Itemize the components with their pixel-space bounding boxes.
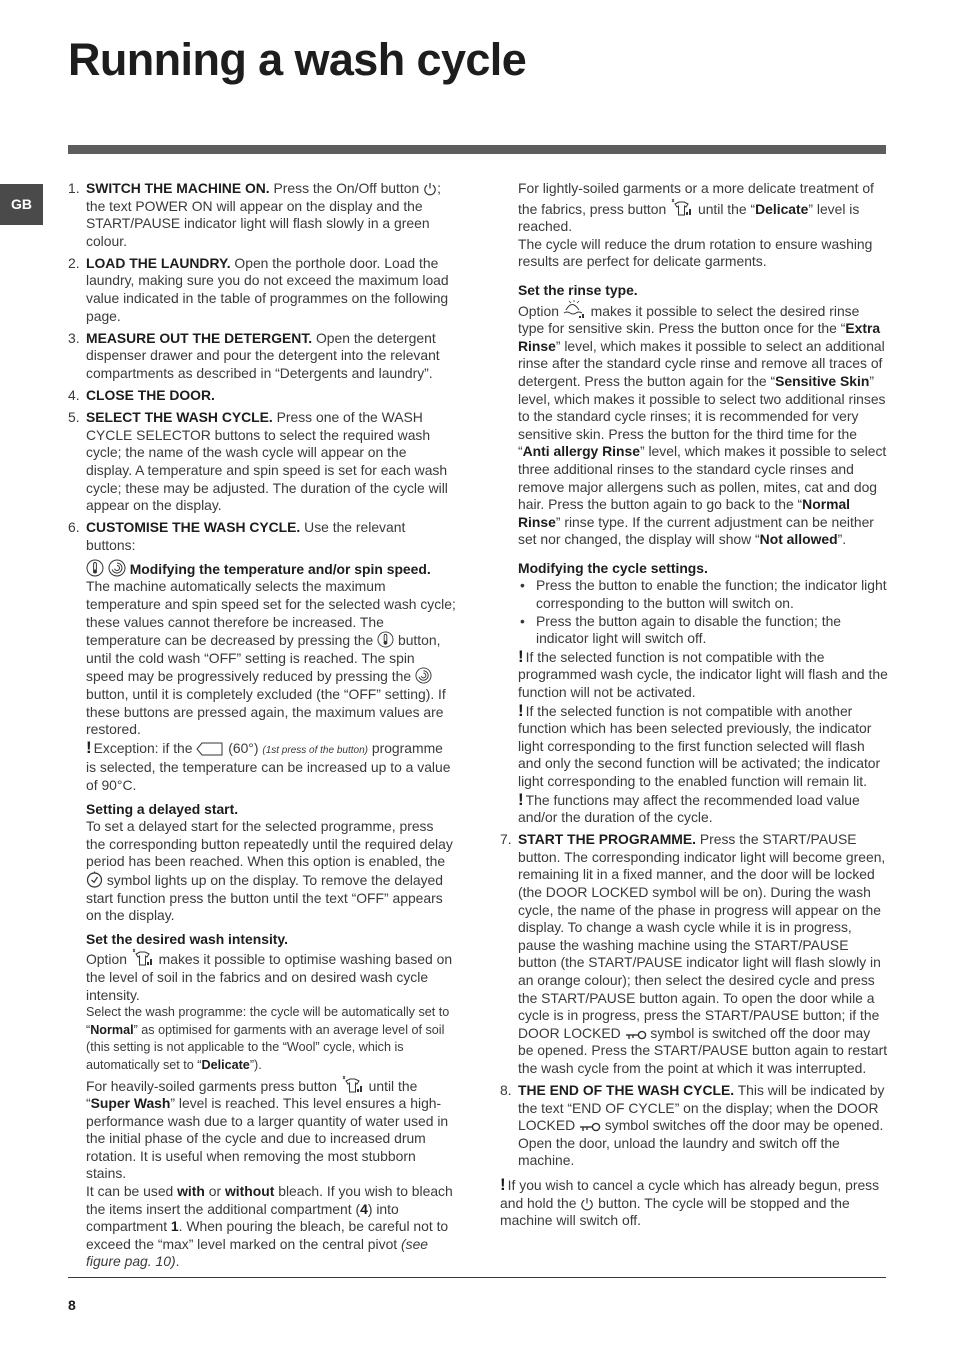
without-label: without — [224, 1183, 275, 1200]
level-super-wash: Super Wash — [90, 1095, 171, 1112]
page-number: 8 — [68, 1297, 76, 1313]
step-text: This will be indicated by the text “END OF CYCLE” on the display; when the DOOR LOCKED — [518, 1082, 885, 1134]
section-heading: Setting a delayed start. — [86, 800, 239, 817]
section-text: For lightly-soiled garments or a more delicate treatment of the fabrics, press button — [518, 180, 874, 217]
wash-intensity-icon — [341, 1075, 365, 1094]
exclamation-icon: ! — [518, 646, 524, 666]
note-text: button. The cycle will be stopped and the machine will switch off. — [500, 1194, 850, 1229]
section-text: or — [204, 1183, 225, 1200]
section-text: ”. — [837, 531, 847, 548]
section-text: ) into compartment — [86, 1200, 399, 1235]
door-lock-key-icon — [625, 1029, 647, 1041]
temperature-spin-section — [86, 559, 456, 795]
step-lead: START THE PROGRAMME. — [518, 831, 697, 848]
power-icon — [423, 182, 437, 196]
section-text: To set a delayed start for the selected programme, press the corresponding button repeatedly until the required delay period has been reached. When this option is enabled, the — [86, 818, 453, 870]
figure-reference: (see figure pag. 10) — [86, 1235, 429, 1270]
step-lead: SWITCH THE MACHINE ON. — [86, 180, 270, 196]
step-2 — [68, 255, 456, 325]
spin-icon — [415, 667, 432, 684]
section-text: until the “ — [86, 1077, 418, 1112]
note-text: If you wish to cancel a cycle which has already begun, press and hold the — [500, 1177, 880, 1211]
delay-clock-icon — [86, 871, 103, 888]
note-text: If the selected function is not compatible with the programmed wash cycle, the indicator light will flash and the function will not be activated. — [518, 648, 888, 701]
footer-rule — [68, 1277, 886, 1278]
level-anti-allergy-rinse: Anti allergy Rinse — [522, 443, 640, 460]
section-text: Option — [86, 951, 131, 968]
level-normal-rinse: Normal Rinse — [518, 496, 851, 530]
compartment-1: 1 — [170, 1218, 179, 1235]
note-text: If the selected function is not compatible with another function which has been selected previously, the indicator light corresponding to the first function selected will flash and only the second function will be activated; the indicator light corresponding to the enabled function will remain lit. — [518, 702, 881, 789]
step-8 — [500, 1082, 888, 1170]
note-text: The functions may affect the recommended load value and/or the duration of the cycle. — [518, 791, 860, 826]
section-text: makes it possible to optimise washing based on the level of soil in the fabrics and on desired wash cycle intensity. — [86, 951, 453, 1003]
exclamation-icon: ! — [500, 1175, 506, 1195]
section-text: ” as optimised for garments with an average level of soil (this setting is not applicable to the “Wool” cycle, which is automatically set to “ — [86, 1022, 445, 1072]
step-number: 6. — [68, 519, 80, 536]
list-item: • Press the button to enable the function; the indicator light corresponding to the button will switch on. — [518, 577, 888, 612]
settings-bullets — [518, 577, 888, 647]
section-heading: Set the desired wash intensity. — [86, 930, 288, 947]
level-sensitive-skin: Sensitive Skin — [775, 372, 870, 389]
power-icon — [580, 1197, 594, 1211]
step-number: 7. — [500, 831, 512, 848]
note-text: (1st press of the button) — [262, 744, 368, 756]
level-delicate: Delicate — [201, 1057, 250, 1072]
step-text: Press the START/PAUSE button. The corresponding indicator light will become green, remaining lit in a fixed manner, and the door will be locked (the DOOR LOCKED symbol will be on). During the wash cycle, the name of the phase in progress will appear on the display. To change a wash cycle while it is in progress, pause the washing machine using the START/PAUSE button (the START/PAUSE indicator light will flash slowly in an orange colour); then select the desired cycle and press the START/PAUSE button again. To open the door while a cycle is in progress, press the START/PAUSE button; if the DOOR LOCKED — [518, 831, 886, 1041]
rinse-type-section — [518, 282, 888, 549]
level-extra-rinse: Extra Rinse — [518, 320, 881, 354]
language-tab: GB — [0, 184, 43, 225]
compartment-4: 4 — [360, 1200, 368, 1217]
left-column — [68, 180, 456, 1276]
temperature-icon — [377, 631, 394, 648]
section-heading: Modifying the cycle settings. — [518, 559, 708, 576]
step-1 — [68, 180, 456, 250]
rinse-icon — [563, 300, 587, 319]
step-text: symbol switches off the door may be opened. Open the door, unload the laundry and switch off the machine. — [518, 1117, 884, 1169]
wash-intensity-icon — [670, 198, 694, 217]
wash-intensity-section — [86, 931, 456, 1271]
step-lead: MEASURE OUT THE DETERGENT. — [86, 329, 313, 346]
section-text: . When pouring the bleach, be careful not to exceed the “max” level marked on the central pivot — [86, 1218, 449, 1252]
cycle-settings-section — [518, 560, 888, 827]
section-text: makes it possible to select the desired rinse type for sensitive skin. Press the button once for the “ — [518, 302, 860, 337]
step-4 — [68, 387, 456, 405]
section-text: programme is selected, the temperature can be increased up to a value of 90°C. — [86, 739, 451, 793]
section-text: Select the wash programme: the cycle will be automatically set to “ — [86, 1005, 450, 1037]
section-text: ” level, which makes it possible to select an additional rinse after the standard cycle rinse and remove all traces of detergent. Press the button again for the “ — [518, 337, 885, 389]
step-3 — [68, 330, 456, 383]
exclamation-icon: ! — [518, 789, 524, 809]
not-allowed-label: Not allowed — [759, 531, 838, 548]
step-lead: LOAD THE LAUNDRY. — [86, 254, 231, 271]
step-text: symbol is switched off the door may be opened. Press the START/PAUSE button again to restart the wash cycle from the point at which it was interrupted. — [518, 1024, 888, 1076]
step-text: ; the text POWER ON will appear on the display and the START/PAUSE indicator light will flash slowly in a green colour. — [86, 180, 441, 249]
wash-tub-icon — [196, 742, 224, 756]
temperature-icon — [86, 559, 104, 577]
section-text: bleach. If you wish to bleach the items insert the additional compartment ( — [86, 1183, 453, 1217]
step-number: 8. — [500, 1082, 512, 1099]
section-text: It can be used — [86, 1183, 178, 1200]
delicate-section — [518, 180, 888, 271]
exclamation-icon: ! — [518, 700, 524, 720]
level-normal: Normal — [90, 1022, 134, 1037]
level-delicate: Delicate — [755, 200, 809, 217]
section-text: until the “ — [694, 200, 756, 217]
section-text: (60°) — [224, 739, 263, 756]
step-number: 1. — [68, 180, 80, 196]
section-text: For heavily-soiled garments press button — [86, 1077, 341, 1094]
section-heading: Modifying the temperature and/or spin speed. — [129, 560, 431, 577]
section-text: ” level, which makes it possible to select three additional rinses to the standard cycle rinses and remove major allergens such as pollen, mites, cat and dog hair. Press the button again to go back to the “ — [518, 443, 887, 513]
step-text: Open the porthole door. Load the laundry, making sure you do not exceed the maximum load value indicated in the table of programmes on the following page. — [86, 254, 449, 324]
step-text: Use the relevant buttons: — [86, 519, 406, 553]
step-6 — [68, 519, 456, 554]
step-number: 2. — [68, 254, 80, 271]
cancel-note — [500, 1176, 888, 1230]
section-text: . — [175, 1253, 180, 1270]
section-text: ” level is reached. This level ensures a high-performance wash due to a larger quantity of water used in the initial phase of the cycle and due to increased drum rotation. It is useful when removing the most stubborn stains. — [86, 1095, 449, 1182]
step-lead: CLOSE THE DOOR. — [86, 387, 215, 404]
step-number: 3. — [68, 329, 80, 346]
spin-icon — [108, 559, 126, 577]
step-7 — [500, 831, 888, 1077]
step-lead: SELECT THE WASH CYCLE. — [86, 409, 273, 426]
section-text: The cycle will reduce the drum rotation to ensure washing results are perfect for delicate garments. — [518, 235, 873, 270]
section-text: Option — [518, 302, 563, 319]
section-text: Exception: if the — [93, 739, 197, 756]
step-text: Open the detergent dispenser drawer and pour the detergent into the relevant compartments as described in “Detergents and laundry”. — [86, 329, 440, 381]
step-number: 4. — [68, 387, 80, 404]
section-text: symbol lights up on the display. To remove the delayed start function press the button until the text “OFF” appears on the display. — [86, 871, 443, 924]
step-5 — [68, 409, 456, 515]
section-text: ” level, which makes it possible to select two additional rinses to the standard cycle rinses; it is recommended for very sensitive skin. Press the button for the third time for the “ — [518, 372, 886, 460]
step-lead: CUSTOMISE THE WASH CYCLE. — [86, 519, 301, 536]
step-text: Press the On/Off button — [269, 180, 424, 196]
step-lead: THE END OF THE WASH CYCLE. — [518, 1082, 735, 1099]
page-title: Running a wash cycle — [68, 34, 527, 85]
section-text: The machine automatically selects the maximum temperature and spin speed set for the selected wash cycle; these values cannot therefore be increased. The temperature can be decreased by pressing the — [86, 578, 456, 649]
door-lock-key-icon — [579, 1121, 601, 1133]
section-text: button, until the cold wash “OFF” setting is reached. The spin speed may be progressively reduced by pressing the — [86, 632, 441, 685]
wash-intensity-icon — [131, 948, 155, 967]
list-item: • Press the button again to disable the function; the indicator light will switch off. — [518, 613, 888, 648]
section-text: ”). — [249, 1057, 262, 1072]
section-text: button, until it is completely excluded (the “OFF” setting). If these buttons are pressed again, the maximum values are restored. — [86, 686, 446, 738]
with-label: with — [177, 1183, 205, 1200]
header-rule — [68, 145, 886, 154]
exclamation-icon: ! — [86, 737, 92, 757]
step-number: 5. — [68, 409, 80, 426]
section-heading: Set the rinse type. — [518, 281, 638, 298]
step-text: Press one of the WASH CYCLE SELECTOR buttons to select the required wash cycle; the name of the wash cycle will appear on the display. A temperature and spin speed is set for each wash cycle; these may be adjusted. The duration of the cycle will appear on the display. — [86, 409, 448, 514]
section-text: ” rinse type. If the current adjustment can be neither set nor changed, the display will show “ — [518, 513, 874, 548]
section-text: ” level is reached. — [518, 200, 860, 235]
delayed-start-section — [86, 801, 456, 925]
right-column — [500, 180, 888, 1230]
